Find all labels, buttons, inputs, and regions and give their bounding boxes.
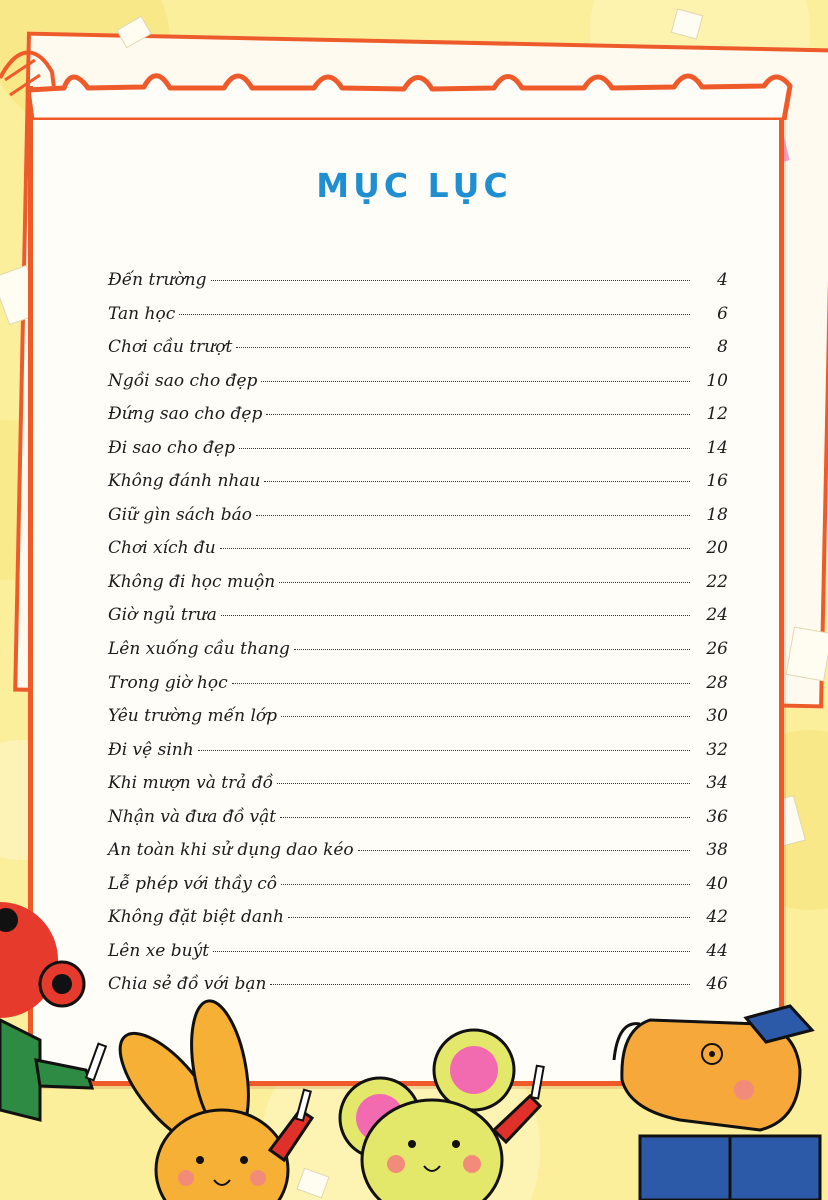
- toc-entry-page-number: 44: [706, 940, 728, 961]
- toc-entry-title: Đi sao cho đẹp: [108, 437, 235, 458]
- elephant-illustration: [614, 1006, 820, 1200]
- toc-entry-title: Ngồi sao cho đẹp: [108, 370, 258, 391]
- toc-entry-title: Chia sẻ đồ với bạn: [108, 974, 267, 995]
- toc-entry-page-number: 18: [706, 504, 728, 525]
- toc-entry-page-number: 10: [706, 370, 728, 391]
- toc-entry-page-number: 46: [706, 974, 728, 995]
- toc-entry-title: Chơi xích đu: [108, 538, 216, 559]
- toc-entry-title: Đứng sao cho đẹp: [108, 404, 263, 425]
- mouse-illustration: [340, 1030, 544, 1200]
- toc-entry-title: Lên xe buýt: [108, 940, 210, 961]
- toc-entry-page-number: 42: [706, 907, 728, 928]
- page-title: MỤC LỤC: [316, 166, 512, 205]
- toc-entry-page-number: 36: [706, 806, 728, 827]
- toc-entry-page-number: 38: [706, 840, 728, 861]
- toc-entry-title: Yêu trường mến lớp: [108, 706, 278, 727]
- toc-entry-title: Không đánh nhau: [108, 471, 261, 492]
- toc-entry-title: Chơi cầu trượt: [108, 337, 233, 358]
- rabbit-illustration: [104, 997, 312, 1200]
- toc-entry-page-number: 4: [717, 270, 728, 290]
- toc-entry-title: Giờ ngủ trưa: [108, 605, 217, 626]
- toc-entry-page-number: 40: [706, 873, 728, 894]
- toc-entry-page-number: 34: [706, 773, 728, 794]
- toc-entry-title: Khi mượn và trả đồ: [108, 773, 274, 794]
- toc-entry-title: Đi vệ sinh: [108, 739, 194, 760]
- toc-entry-page-number: 30: [706, 706, 728, 727]
- toc-entry-title: Lên xuống cầu thang: [108, 639, 290, 660]
- toc-entry-title: Lễ phép với thầy cô: [108, 873, 277, 894]
- toc-entry-title: An toàn khi sử dụng dao kéo: [108, 840, 354, 861]
- toc-entry-title: Không đi học muộn: [108, 571, 276, 592]
- bear-illustration: [0, 902, 106, 1120]
- toc-entry-page-number: 16: [706, 471, 728, 492]
- toc-entry-page-number: 8: [717, 337, 728, 358]
- toc-entry-title: Không đặt biệt danh: [108, 907, 284, 928]
- toc-entry-title: Tan học: [108, 303, 176, 324]
- toc-entry-title: Đến trường: [108, 270, 207, 290]
- toc-entry-page-number: 12: [706, 404, 728, 425]
- toc-entry-page-number: 14: [706, 437, 728, 458]
- toc-entry-page-number: 32: [706, 739, 728, 760]
- toc-entry-page-number: 22: [706, 571, 728, 592]
- toc-entry-title: Giữ gìn sách báo: [108, 504, 253, 525]
- toc-entry-title: Nhận và đưa đồ vật: [108, 806, 277, 827]
- toc-entry-page-number: 24: [706, 605, 728, 626]
- toc-entry-page-number: 28: [706, 672, 728, 693]
- toc-entry-page-number: 26: [706, 639, 728, 660]
- toc-entry-title: Trong giờ học: [108, 672, 228, 693]
- toc-entry-page-number: 20: [706, 538, 728, 559]
- toc-entry-page-number: 6: [717, 303, 728, 324]
